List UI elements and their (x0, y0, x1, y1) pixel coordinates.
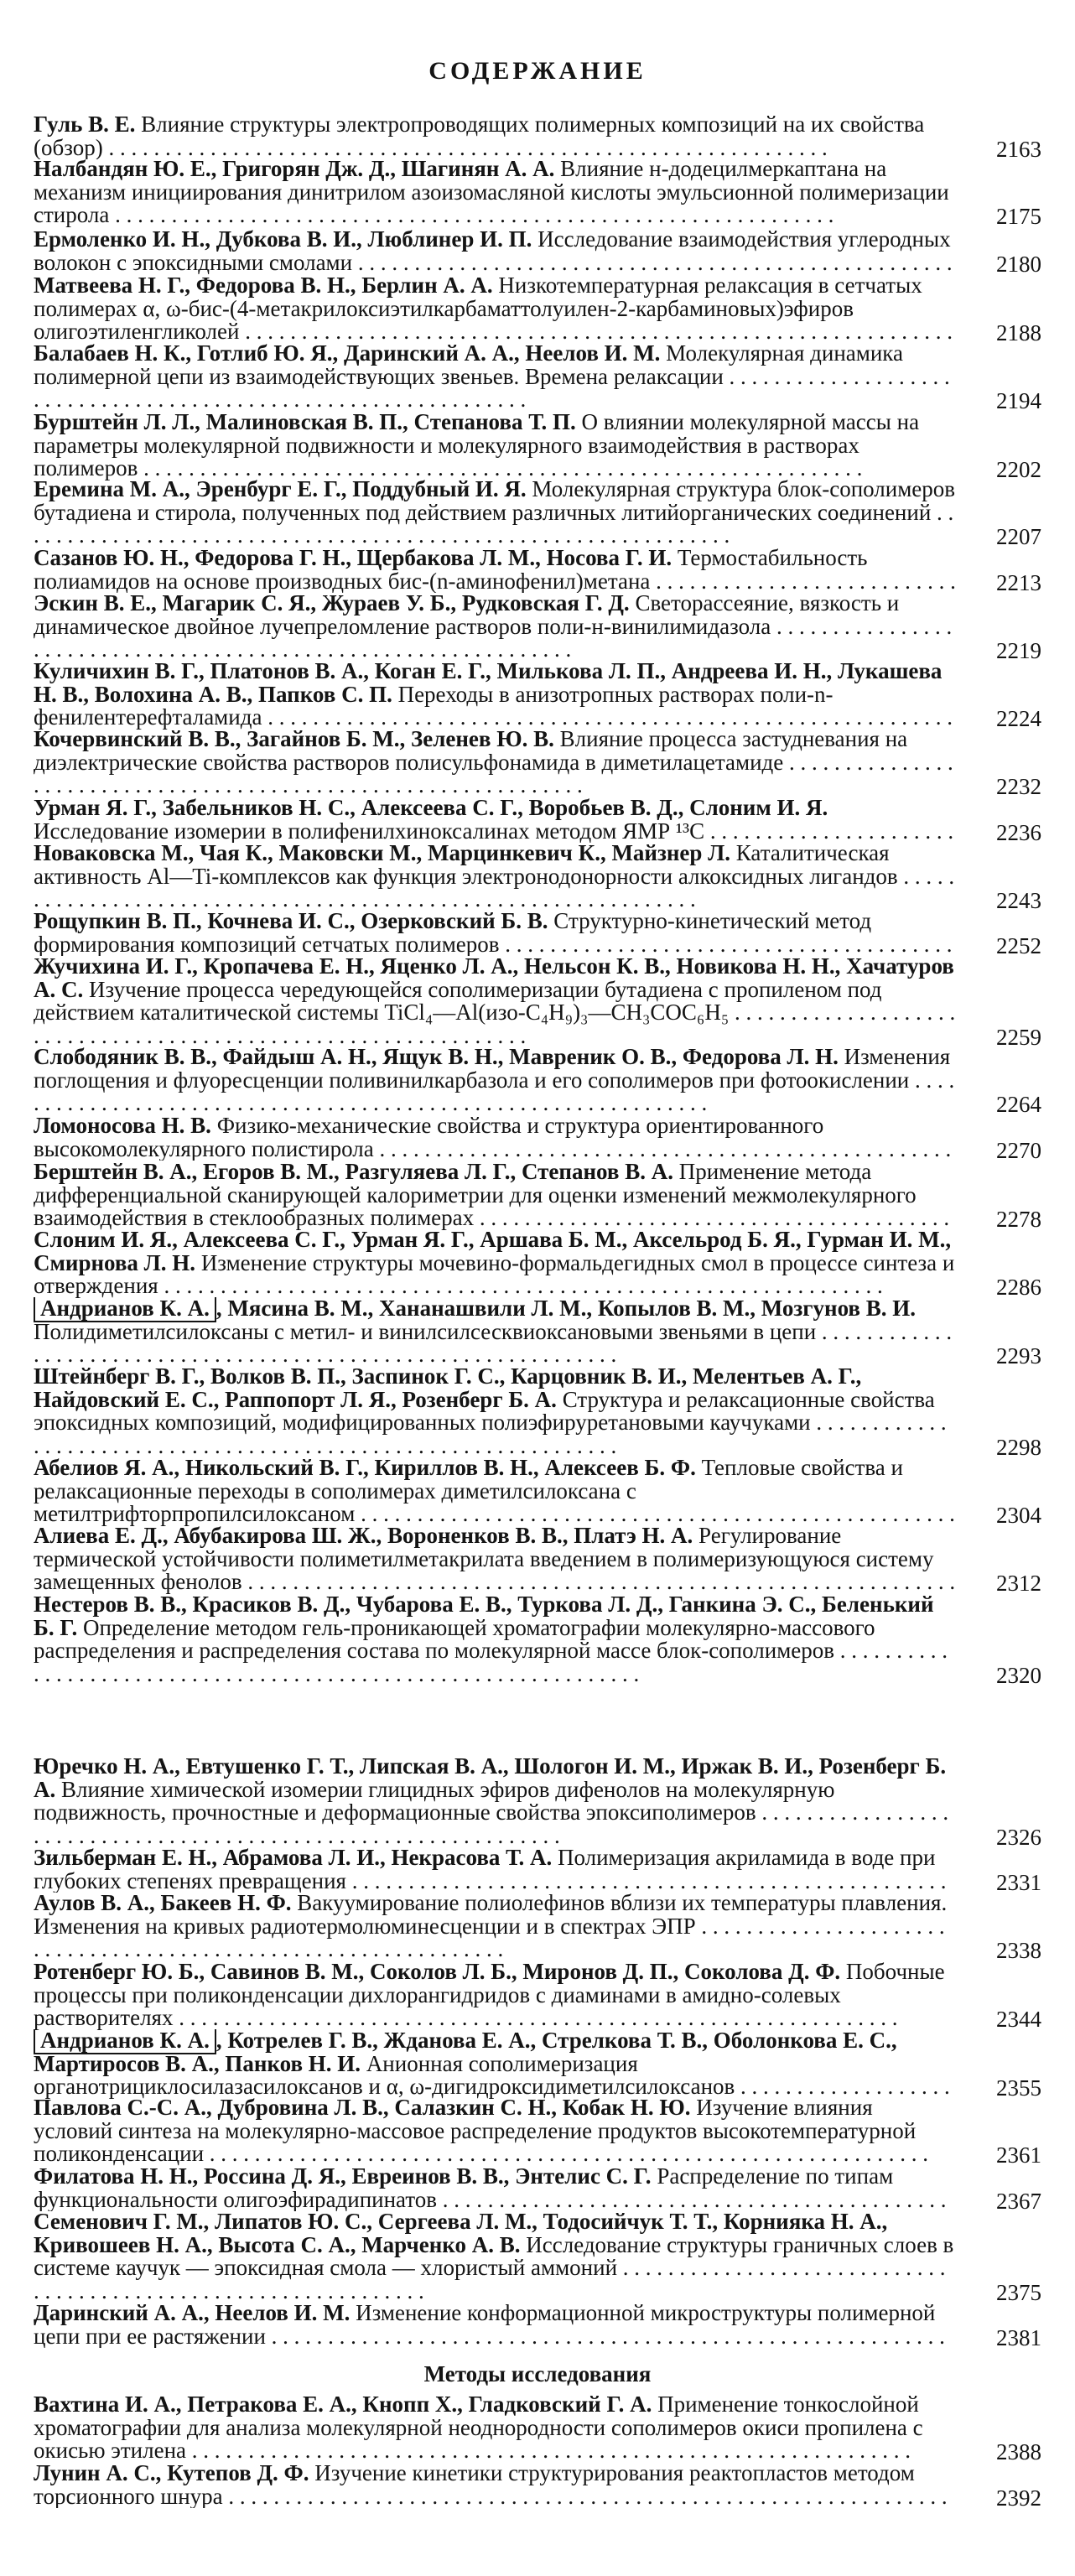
toc-entry-authors: Абелиов Я. А., Никольский В. Г., Кириллов В. Н., Алексеев Б. Ф. (34, 1457, 696, 1480)
toc-entry-text (34, 228, 956, 274)
toc-entry-authors: Слоним И. Я., Алексеева С. Г., Урман Я. Г., Аршава Б. М., Аксельрод Б. Я., Гурман И. М., Смирнова Л. Н. (34, 1228, 952, 1275)
toc-entry-authors: Урман Я. Г., Забельников Н. С., Алексеева С. Г., Воробьев В. Д., Слоним И. Я. (34, 797, 828, 820)
toc-entry-authors: Рощупкин В. П., Кочнева И. С., Озерковский Б. В. (34, 910, 548, 933)
toc-entry-title: Влияние н-додецилмеркаптана на механизм инициирования динитрилом азоизомасляной кислоты эмульсионной полимеризации стирола (34, 158, 949, 227)
toc-entry-title: Молекулярная структура блок-сополимеров бутадиена и стирола, полученных под действием различных литийорганических соединений (34, 478, 956, 525)
toc-entry-title: Влияние процесса застудневания на диэлектрические свойства растворов полисульфонамида в диметилацетамиде (34, 728, 908, 775)
toc-page-number: 2344 (996, 2007, 1041, 2032)
toc-page-number: 2355 (996, 2075, 1041, 2101)
toc-entry-authors: Куличихин В. Г., Платонов В. А., Коган Е. Г., Милькова Л. П., Андреева И. Н., Лукашева Н. В., Волохина А. В., Папков С. П. (34, 660, 943, 707)
toc-entry-authors: Матвеева Н. Г., Федорова В. Н., Берлин А. А. (34, 274, 493, 298)
toc-entry-authors: Юречко Н. А., Евтушенко Г. Т., Липская В. А., Шологон И. М., Иржак В. И., Розенберг Б. А. (34, 1755, 947, 1802)
toc-entry-authors: , Мясина В. М., Хананашвили Л. М., Копылов В. М., Мозгунов В. И. (216, 1297, 916, 1321)
boxed-author: Андрианов К. А. (34, 2029, 216, 2054)
toc-entry (34, 1365, 956, 1457)
toc-page-number: 2286 (996, 1275, 1041, 1300)
toc-entry (34, 1593, 956, 1685)
toc-entry-text (34, 797, 956, 843)
toc-entry-text (34, 1457, 956, 1526)
toc-page-number: 2180 (996, 251, 1041, 277)
toc-entry-text (34, 411, 956, 480)
toc-entry (34, 1961, 956, 2030)
toc-page-number: 2338 (996, 1938, 1041, 1963)
toc-entry-authors: Филатова Н. Н., Россина Д. Я., Евреинов В. В., Энтелис С. Г. (34, 2165, 652, 2189)
toc-page-number: 2326 (996, 1824, 1041, 1850)
toc-entry-authors: Налбандян Ю. Е., Григорян Дж. Д., Шагинян А. А. (34, 158, 555, 181)
toc-entry-authors: Даринский А. А., Неелов И. М. (34, 2302, 351, 2325)
toc-entry-title: Исследование взаимодействия углеродных волокон с эпоксидными смолами (34, 228, 951, 274)
toc-entry (34, 2210, 956, 2303)
toc-page-number: 2175 (996, 204, 1041, 229)
toc-page-number: 2312 (996, 1571, 1041, 1596)
toc-page-number: 2236 (996, 819, 1041, 845)
toc-page-number: 2259 (996, 1024, 1041, 1050)
toc-page-number: 2194 (996, 388, 1041, 413)
toc-page-number: 2367 (996, 2188, 1041, 2214)
toc-entry-authors: Новаковска М., Чая К., Маковски М., Марцинкевич К., Майзнер Л. (34, 842, 731, 865)
toc-entry-text (34, 2462, 956, 2508)
toc-entry-text (34, 910, 956, 956)
toc-page-number: 2213 (996, 569, 1041, 595)
toc-entry-text (34, 1228, 956, 1298)
toc-entry-text (34, 728, 956, 797)
toc-entry-text (34, 1161, 956, 1230)
toc-entry (34, 1161, 956, 1230)
toc-entry-text (34, 547, 956, 593)
toc-entry-title: Исследование структуры граничных слоев в системе каучук — эпоксидная смола — хлористый аммоний (34, 2231, 954, 2280)
toc-entry-title: Исследование изомерии в полифенилхиноксалинах методом ЯМР ¹³C (34, 818, 705, 843)
toc-entry-authors: Гуль В. Е. (34, 113, 136, 137)
toc-entry (34, 660, 956, 730)
toc-entry-title: Изучение процесса чередующейся сополимеризации бутадиена с пропиленом под действием каталитической системы TiCl₄—Al(изо-C₄H₉)₃—CH₃COC₆H₅ (34, 976, 882, 1025)
toc-entry-text (34, 1593, 956, 1685)
toc-entry-title: Физико-механические свойства и структура ориентированного высокомолекулярного полистирола (34, 1114, 824, 1161)
toc-entry-text (34, 158, 956, 227)
toc-entry (34, 158, 956, 227)
toc-page-number: 2188 (996, 320, 1041, 345)
toc-page-number: 2219 (996, 638, 1041, 663)
toc-entry (34, 1892, 956, 1961)
toc-entry-authors: Лунин А. С., Кутепов Д. Ф. (34, 2462, 309, 2485)
toc-entry (34, 842, 956, 911)
toc-entry-title: Молекулярная динамика полимерной цепи из взаимодействующих звеньев. Времена релаксации (34, 342, 903, 389)
toc-entry-authors: Аулов В. А., Бакеев Н. Ф. (34, 1892, 292, 1915)
section-heading: Методы исследования (423, 2361, 652, 2386)
toc-entry-text (34, 113, 956, 159)
toc-entry (34, 1297, 956, 1367)
toc-entry-title: Применение метода дифференциальной сканирующей калориметрии для оценки изменений межмолекулярного взаимодействия в стеклообразных полимерах (34, 1161, 917, 1230)
toc-entry-title: Структура и релаксационные свойства эпоксидных композиций, модифицированных полиэфируретановыми каучуками (34, 1386, 935, 1435)
toc-page-number: 2224 (996, 706, 1041, 731)
toc-entry (34, 2393, 956, 2463)
toc-entry (34, 1114, 956, 1161)
toc-entry-authors: Зильберман Е. Н., Абрамова Л. И., Некрасова Т. А. (34, 1846, 553, 1870)
toc-page-number: 2375 (996, 2279, 1041, 2305)
toc-entry-text (34, 2029, 956, 2099)
toc-entry-authors: Балабаев Н. К., Готлиб Ю. Я., Даринский А. А., Неелов И. М. (34, 342, 661, 366)
toc-entry-title: О влиянии молекулярной массы на параметры молекулярной подвижности и молекулярного взаимодействия в растворах полимеров (34, 411, 920, 480)
toc-entry (34, 797, 956, 843)
toc-entry-title: Каталитическая активность Al—Ti-комплексов как функция электронодонорности алкоксидных лигандов (34, 842, 898, 889)
toc-page-number: 2252 (996, 932, 1041, 958)
toc-entry-title: Полидиметилсилоксаны с метил- и винилсилсесквиоксановыми звеньями в цепи (34, 1318, 817, 1344)
toc-entry (34, 274, 956, 344)
toc-entry (34, 2029, 956, 2099)
toc-entry-authors: Нестеров В. В., Красиков В. Д., Чубарова Е. В., Туркова Л. Д., Ганкина Э. С., Беленький Б. Г. (34, 1593, 934, 1640)
toc-entry-title: Переходы в анизотропных растворах поли-n-фенилентерефталамида (34, 681, 834, 730)
toc-entry-text (34, 842, 956, 911)
toc-entry (34, 1046, 956, 1115)
toc-entry (34, 1755, 956, 1847)
toc-entry-text (34, 1892, 956, 1961)
toc-entry-title: Термостабильность полиамидов на основе производных бис-(n-аминофенил)метана (34, 547, 868, 593)
toc-entry-text (34, 955, 956, 1047)
toc-entry-title: Применение тонкослойной хроматографии для анализа молекулярной неоднородности сополимеров окиси пропилена с окисью этилена (34, 2393, 923, 2463)
toc-entry-text (34, 1524, 956, 1594)
toc-entry-title: Полимеризация акриламида в воде при глубоких степенях превращения (34, 1846, 936, 1893)
toc-entry-text (34, 1046, 956, 1115)
toc-entry-title: Побочные процессы при поликонденсации дихлорангидридов с диаминами в амидно-солевых растворителях (34, 1961, 945, 2030)
toc-entry-authors: Штейнберг В. Г., Волков В. П., Заспинок Г. С., Карцовник В. И., Мелентьев А. Г., Найдовский Е. С., Раппопорт Л. Я., Розенберг Б. А. (34, 1365, 862, 1412)
toc-page-number: 2207 (996, 524, 1041, 549)
toc-entry-title: Изменение структуры мочевино-формальдегидных смол в процессе синтеза и отверждения (34, 1249, 955, 1298)
toc-entry (34, 1846, 956, 1893)
toc-entry-title: Изменение конформационной микроструктуры полимерной цепи при ее растяжении (34, 2302, 936, 2348)
toc-entry-title: Распределение по типам функциональности олигоэфирадипинатов (34, 2165, 894, 2211)
toc-entry-text (34, 274, 956, 344)
toc-entry-title: Низкотемпературная релаксация в сетчатых полимерах α, ω-бис-(4-метакрилоксиэтилкарбаматтолуилен-2-карбаминовых)эфиров олигоэтиленгликолей (34, 274, 922, 344)
toc-entry (34, 478, 956, 548)
toc-entry-text (34, 478, 956, 548)
toc-page-number: 2293 (996, 1343, 1041, 1368)
toc-entry-text (34, 2210, 956, 2303)
toc-page-number: 2278 (996, 1207, 1041, 1232)
toc-entry-text (34, 2165, 956, 2211)
toc-entry-title: Влияние структуры электропроводящих полимерных композиций на их свойства (обзор) (34, 113, 925, 159)
toc-entry-title: Изучение влияния условий синтеза на молекулярно-массовое распределение продуктов высокотемпературной поликонденсации (34, 2096, 917, 2166)
toc-entry (34, 113, 956, 159)
toc-entry-title: Светорассеяние, вязкость и динамическое двойное лучепреломление растворов поли-н-винилимидазола (34, 592, 900, 639)
toc-page-number: 2388 (996, 2439, 1041, 2464)
toc-entry (34, 728, 956, 797)
toc-entry-authors: Эскин В. Е., Магарик С. Я., Жураев У. Б., Рудковская Г. Д. (34, 592, 630, 615)
toc-entry-title: Структурно-кинетический метод формирования композиций сетчатых полимеров (34, 910, 872, 956)
page-title: СОДЕРЖАНИЕ (428, 57, 647, 85)
toc-entry (34, 2302, 956, 2348)
boxed-author: Андрианов К. А. (34, 1297, 216, 1322)
toc-entry-authors: Ротенберг Ю. Б., Савинов В. М., Соколов Л. Б., Миронов Д. П., Соколова Д. Ф. (34, 1961, 841, 1984)
toc-entry (34, 1524, 956, 1594)
toc-page-number: 2232 (996, 774, 1041, 799)
toc-page-number: 2163 (996, 136, 1041, 162)
toc-entry-text (34, 1297, 956, 1367)
toc-entry-text (34, 1846, 956, 1893)
toc-entry-authors: Сазанов Ю. Н., Федорова Г. Н., Щербакова Л. М., Носова Г. И. (34, 547, 673, 570)
toc-page-number: 2361 (996, 2142, 1041, 2168)
toc-entry-authors: Вахтина И. А., Петракова Е. А., Кнопп Х., Гладковский Г. А. (34, 2393, 652, 2417)
toc-entry-authors: Семенович Г. М., Липатов Ю. С., Сергеева Л. М., Тодосийчук Т. Т., Корнияка Н. А., Кривошеев Н. А., Высота С. А., Марченко А. В. (34, 2210, 888, 2257)
toc-page-number: 2331 (996, 1869, 1041, 1895)
toc-entry (34, 2462, 956, 2508)
toc-entry-authors: Павлова С.-С. А., Дубровина Л. В., Салазкин С. Н., Кобак Н. Ю. (34, 2096, 691, 2120)
toc-entry-title: Анионная сополимеризация органотрициклосилазасилоксанов и α, ω-дигидроксидиметилсилоксанов (34, 2050, 735, 2099)
toc-entry-authors: Ермоленко И. Н., Дубкова В. И., Люблинер И. П. (34, 228, 532, 252)
toc-entry (34, 2096, 956, 2166)
toc-entry-title: Тепловые свойства и релаксационные переходы в сополимерах диметилсилоксана с метилтрифторпропилсилоксаном (34, 1457, 903, 1526)
toc-entry-title: Изменения поглощения и флуоресценции поливинилкарбазола и его сополимеров при фотоокислении (34, 1046, 951, 1093)
toc-page-number: 2304 (996, 1503, 1041, 1528)
toc-page-number: 2202 (996, 457, 1041, 482)
toc-page-number: 2392 (996, 2485, 1041, 2511)
toc-page-number: 2320 (996, 1662, 1041, 1688)
toc-entry (34, 2165, 956, 2211)
toc-page-number: 2381 (996, 2324, 1041, 2350)
toc-entry-authors: Бурштейн Л. Л., Малиновская В. П., Степанова Т. П. (34, 411, 576, 434)
toc-entry-authors: Слободяник В. В., Файдыш А. Н., Ящук В. Н., Мавреник О. В., Федорова Л. Н. (34, 1046, 839, 1069)
toc-entry-text (34, 592, 956, 662)
toc-entry-title: Влияние химической изомерии глицидных эфиров дифенолов на молекулярную подвижность, прочностные и деформационные свойства эпоксиполимеров (34, 1776, 835, 1825)
toc-entry (34, 547, 956, 593)
toc-entry-text (34, 2096, 956, 2166)
toc-page-number: 2264 (996, 1092, 1041, 1117)
toc-entry-text (34, 1365, 956, 1457)
toc-entry-text (34, 342, 956, 412)
toc-page-number: 2298 (996, 1434, 1041, 1460)
toc-entry-text (34, 1114, 956, 1161)
toc-entry-title: Определение методом гель-проникающей хроматографии молекулярно-массового распределения и распределения состава по молекулярной массе блок-сополимеров (34, 1614, 875, 1663)
toc-page-number: 2270 (996, 1137, 1041, 1163)
toc-entry-text (34, 2302, 956, 2348)
toc-entry-text (34, 2393, 956, 2463)
toc-entry (34, 910, 956, 956)
toc-entry (34, 228, 956, 274)
toc-entry-text (34, 660, 956, 730)
toc-entry (34, 592, 956, 662)
toc-entry-authors: Еремина М. А., Эренбург Е. Г., Поддубный И. Я. (34, 478, 527, 501)
toc-entry-authors: , Котрелев Г. В., Жданова Е. А., Стрелкова Т. В., Оболонкова Е. С., Мартиросов В. А., Панков Н. И. (34, 2029, 897, 2076)
toc-entry-title: Вакуумирование полиолефинов вблизи их температуры плавления. Изменения на кривых радиотермолюминесценции и в спектрах ЭПР (34, 1892, 948, 1939)
toc-entry-title: Регулирование термической устойчивости полиметилметакрилата введением в полимеризующуюся систему замещенных фенолов (34, 1524, 934, 1594)
toc-entry-authors: Алиева Е. Д., Абубакирова Ш. Ж., Вороненков В. В., Платэ Н. А. (34, 1524, 693, 1548)
toc-entry-authors: Ломоносова Н. В. (34, 1114, 211, 1138)
toc-entry (34, 1457, 956, 1526)
toc-page-number: 2243 (996, 888, 1041, 913)
toc-entry-text (34, 1755, 956, 1847)
toc-entry-authors: Жучихина И. Г., Кропачева Е. Н., Яценко Л. А., Нельсон К. В., Новикова Н. Н., Хачатуров А. С. (34, 955, 954, 1002)
toc-entry (34, 955, 956, 1047)
toc-entry-title: Изучение кинетики структурирования реактопластов методом торсионного шнура (34, 2462, 915, 2508)
toc-entry-authors: Кочервинский В. В., Загайнов Б. М., Зеленев Ю. В. (34, 728, 554, 751)
toc-entry (34, 411, 956, 480)
toc-entry (34, 1228, 956, 1298)
toc-entry (34, 342, 956, 412)
toc-entry-text (34, 1961, 956, 2030)
toc-entry-authors: Берштейн В. А., Егоров В. М., Разгуляева Л. Г., Степанов В. А. (34, 1161, 673, 1184)
